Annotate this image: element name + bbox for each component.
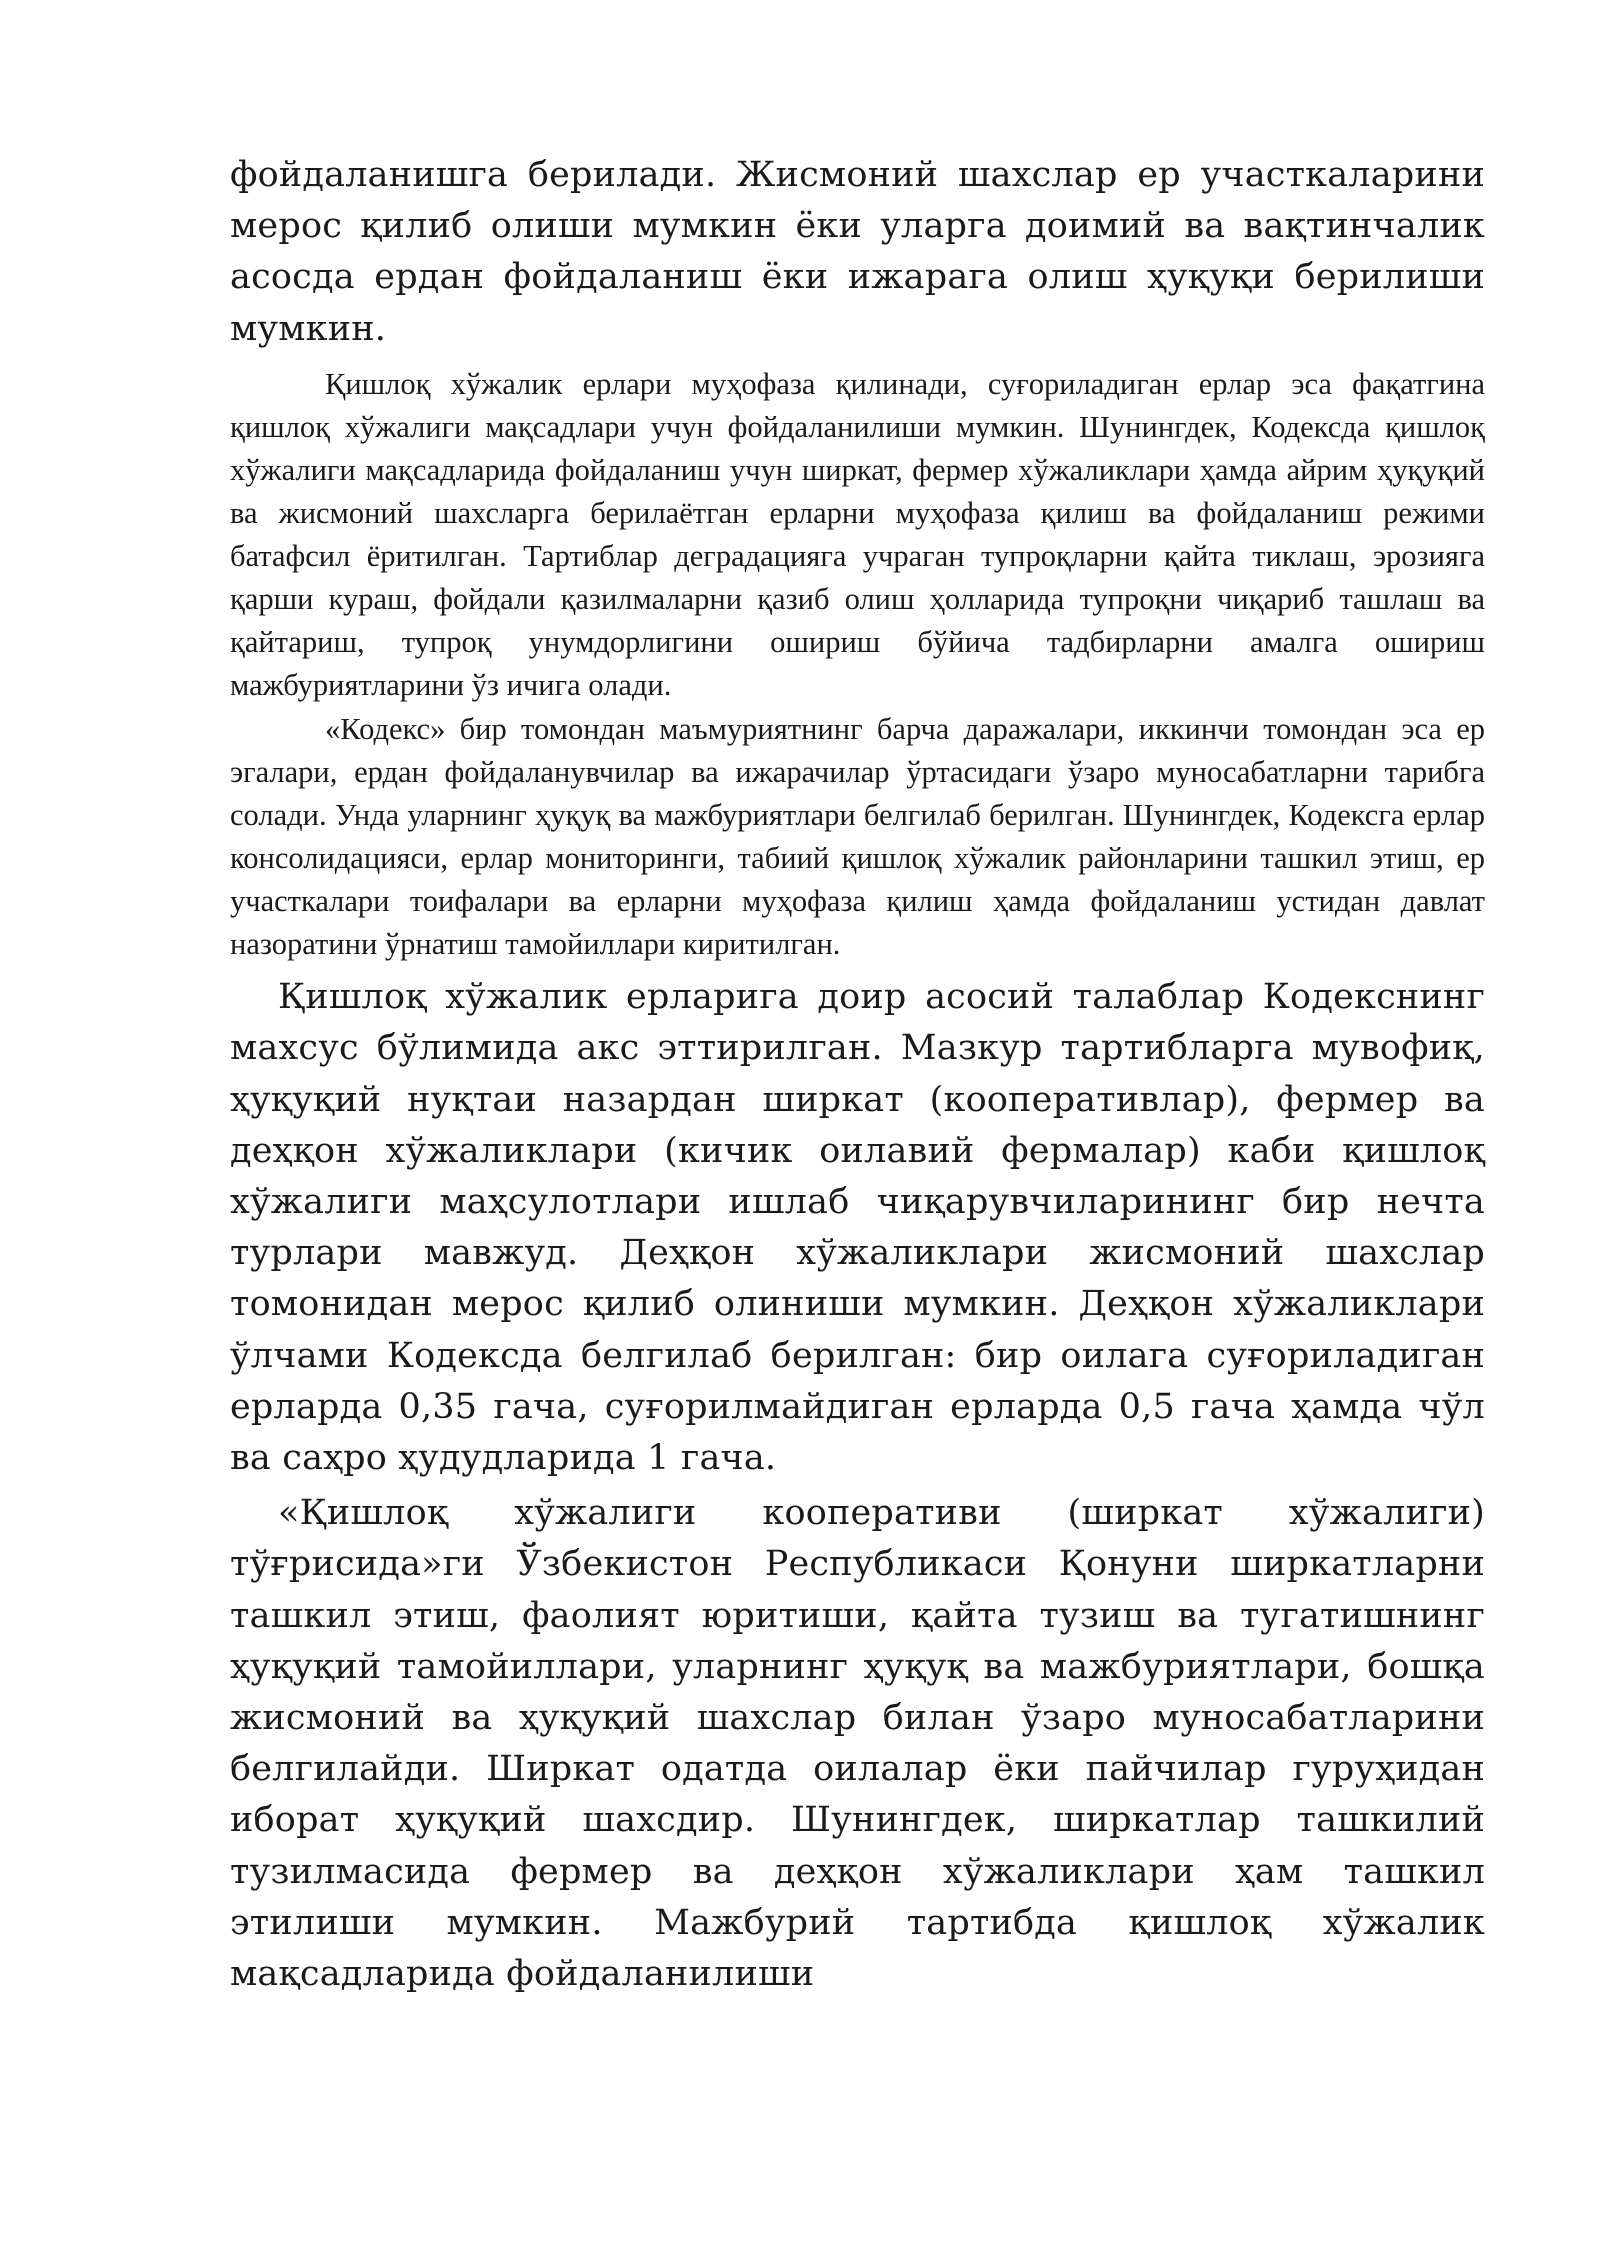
document-page (230, 150, 1485, 2000)
paragraph-3: «Кодекс» бир томондан маъмуриятнинг барча даражалари, иккинчи томондан эса ер эгалари, ердан фойдаланувчилар ва ижарачилар ўртасидаги ўзаро муносабатларни тарибга солади. Унда уларнинг ҳуқуқ ва мажбуриятлари белгилаб берилган. Шунингдек, Кодексга ерлар консолидацияси, ерлар мониторинги, табиий қишлоқ хўжалик районларини ташкил этиш, ер участкалари тоифалари ва ерларни муҳофаза қилиш ҳамда фойдаланиш устидан давлат назоратини ўрнатиш тамойиллари киритилган. (230, 711, 1485, 962)
paragraph-2: Қишлоқ хўжалик ерлари муҳофаза қилинади, суғориладиган ерлар эса фақатгина қишлоқ хўжалиги мақсадлари учун фойдаланилиши мумкин. Шунингдек, Кодексда қишлоқ хўжалиги мақсадларида фойдаланиш учун ширкат, фермер хўжаликлари ҳамда айрим ҳуқуқий ва жисмоний шахсларга берилаётган ерларни муҳофаза қилиш ва фойдаланиш режими батафсил ёритилган. Тартиблар деградацияга учраган тупроқларни қайта тиклаш, эрозияга қарши кураш, фойдали қазилмаларни қазиб олиш ҳолларида тупроқни чиқариб ташлаш ва қайтариш, тупроқ унумдорлигини ошириш бўйича тадбирларни амалга ошириш мажбуриятларини ўз ичига олади. (230, 366, 1485, 703)
paragraph-1: фойдаланишга берилади. Жисмоний шахслар ер участкаларини мерос қилиб олиши мумкин ёки уларга доимий ва вақтинчалик асосда ердан фойдаланиш ёки ижарага олиш ҳуқуқи берилиши мумкин. (230, 155, 1485, 349)
paragraph-5: «Қишлоқ хўжалиги кооперативи (ширкат хўжалиги) тўғрисида»ги Ўзбекистон Республикаси Қонуни ширкатларни ташкил этиш, фаолият юритиши, қайта тузиш ва тугатишнинг ҳуқуқий тамойиллари, уларнинг ҳуқуқ ва мажбуриятлари, бошқа жисмоний ва ҳуқуқий шахслар билан ўзаро муносабатларини белгилайди. Ширкат одатда оилалар ёки пайчилар гуруҳидан иборат ҳуқуқий шахсдир. Шунингдек, ширкатлар ташкилий тузилмасида фермер ва деҳқон хўжаликлари ҳам ташкил этилиши мумкин. Мажбурий тартибда қишлоқ хўжалик мақсадларида фойдаланилиши (230, 1493, 1485, 1994)
paragraph-4: Қишлоқ хўжалик ерларига доир асосий талаблар Кодекснинг махсус бўлимида акс эттирилган. Мазкур тартибларга мувофиқ, ҳуқуқий нуқтаи назардан ширкат (кооперативлар), фермер ва деҳқон хўжаликлари (кичик оилавий фермалар) каби қишлоқ хўжалиги маҳсулотлари ишлаб чиқарувчиларининг бир нечта турлари мавжуд. Деҳқон хўжаликлари жисмоний шахслар томонидан мерос қилиб олиниши мумкин. Деҳқон хўжаликлари ўлчами Кодексда белгилаб берилган: бир оилага суғориладиган ерларда 0,35 гача, суғорилмайдиган ерларда 0,5 гача ҳамда чўл ва саҳро ҳудудларида 1 гача. (230, 977, 1485, 1478)
